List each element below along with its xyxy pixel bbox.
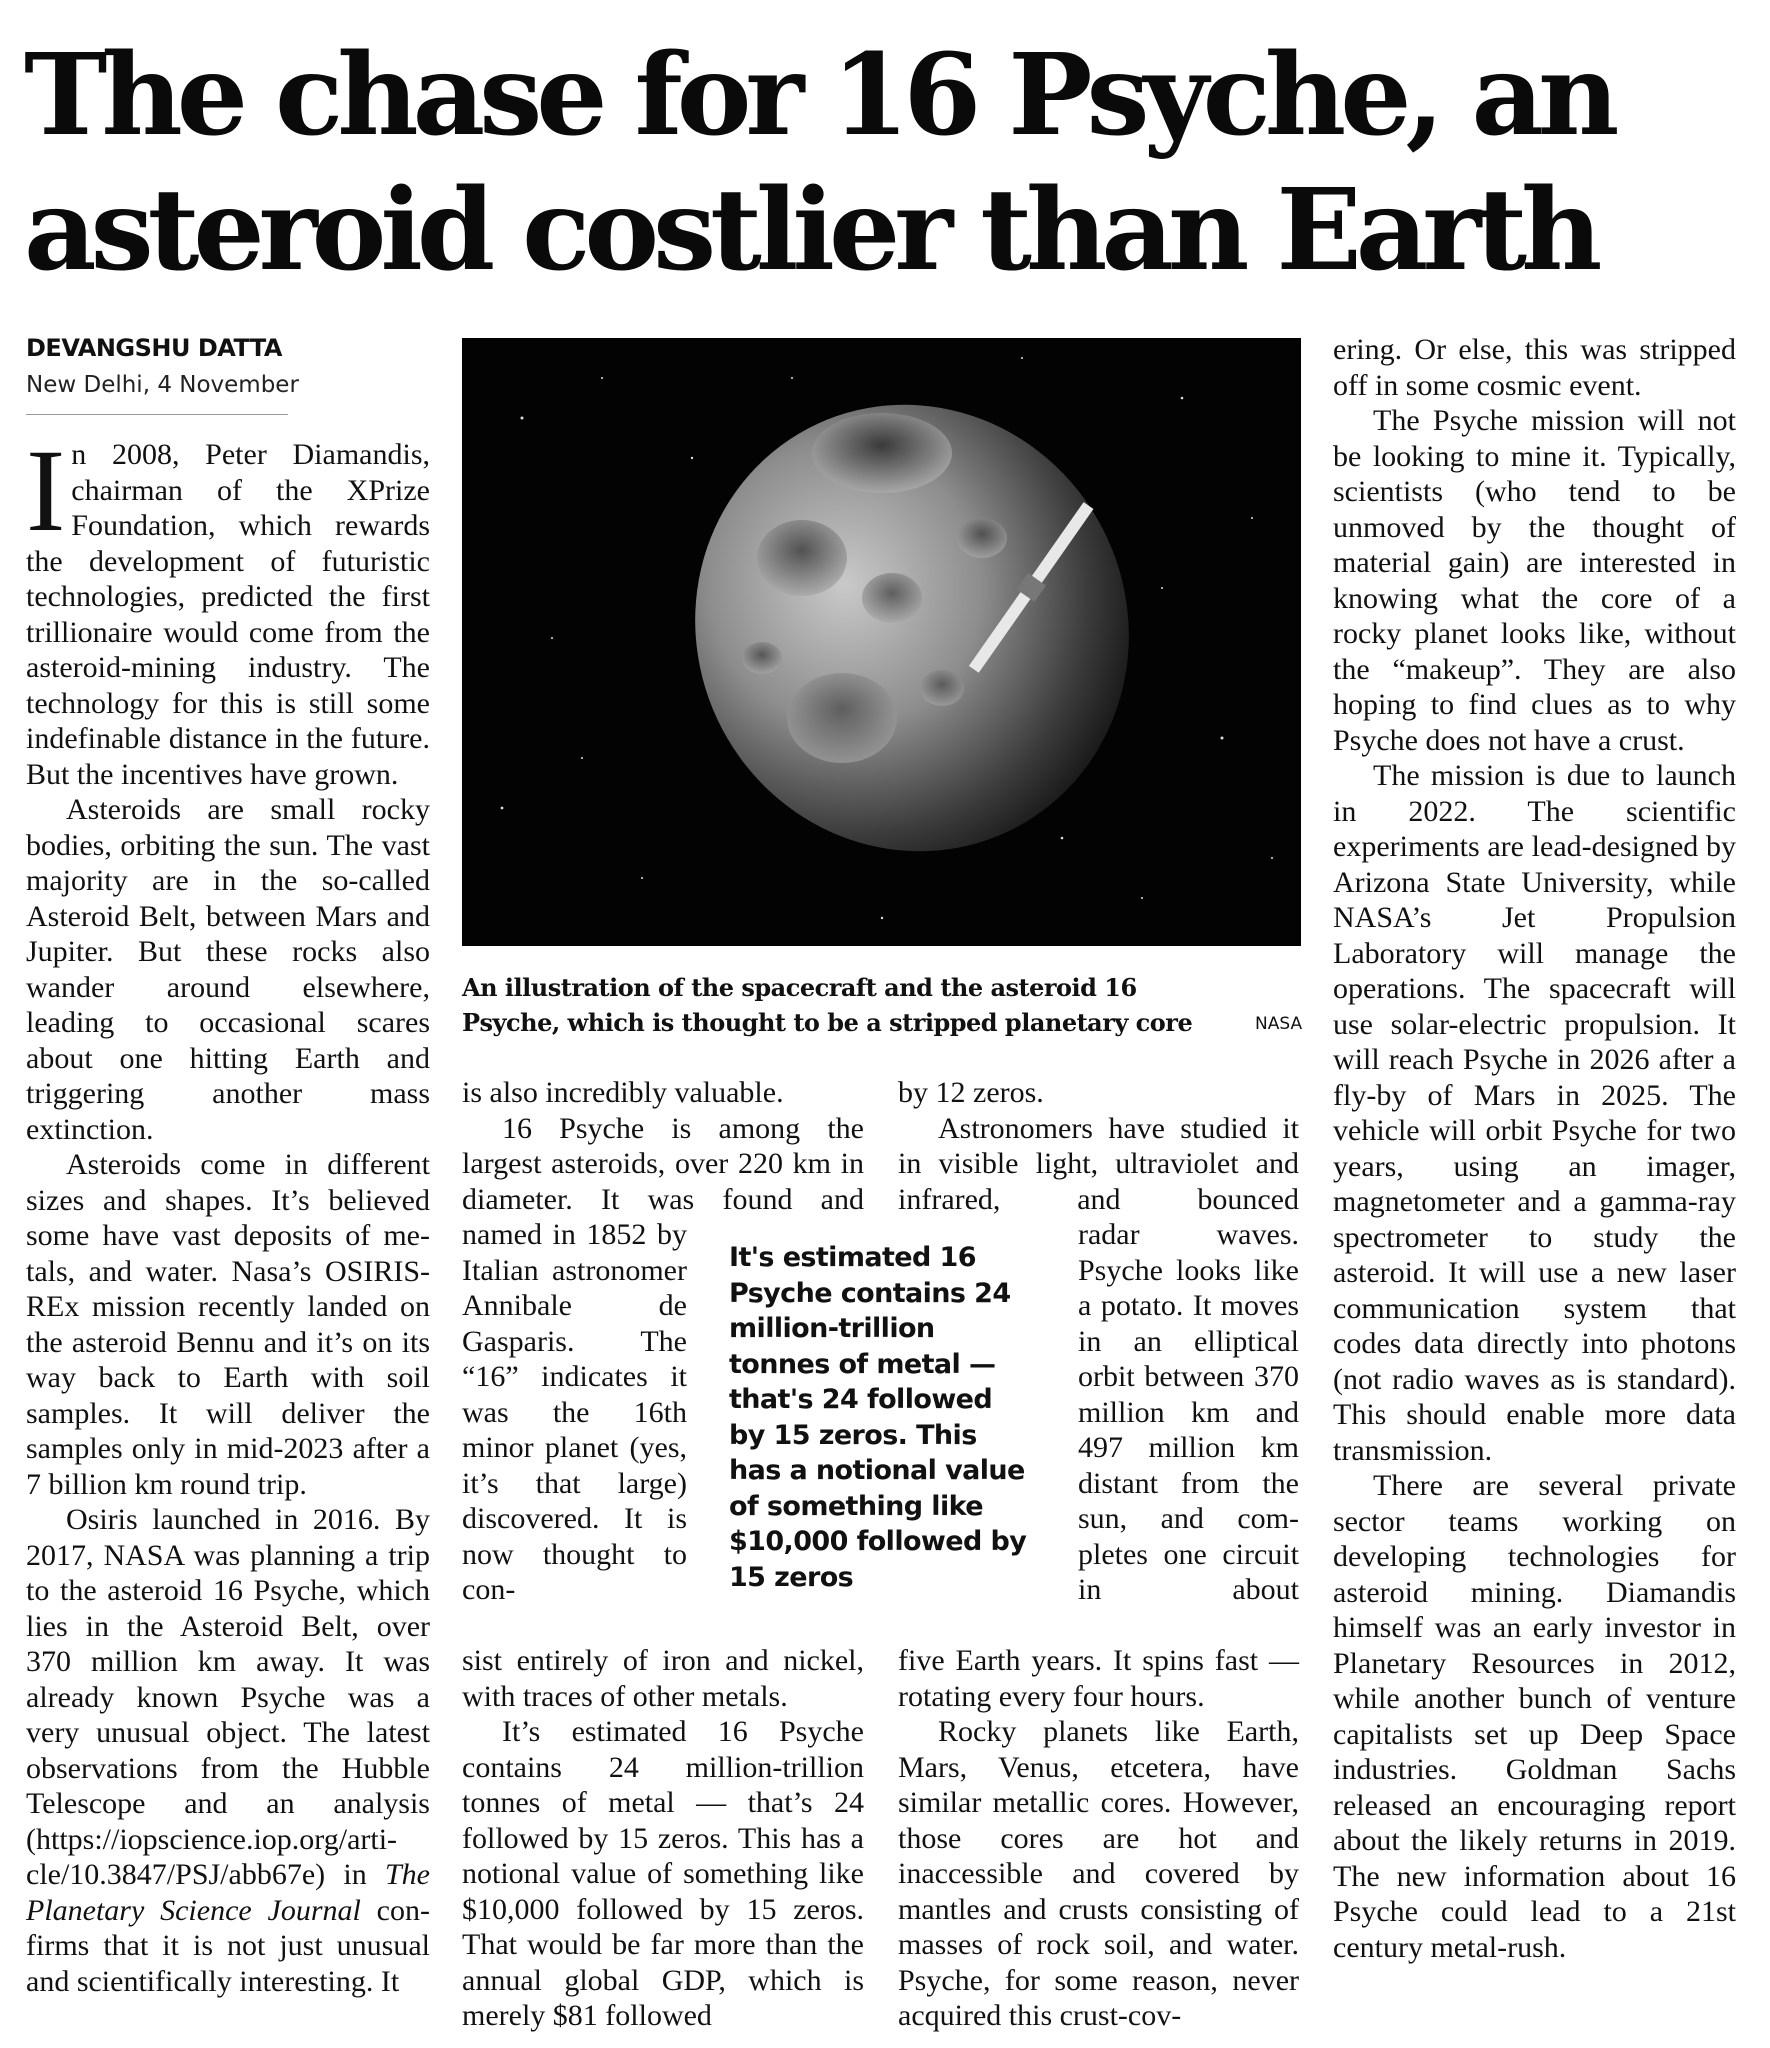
column-4 — [1333, 332, 1736, 1965]
paragraph: There are several private sector teams working on developing technologies for asteroid mining. Diamandis himself was an early investor in Planetary Resources in 2012, while another bunch of venture capitalists set up Deep Space industries. Goldman Sachs released an encouraging report about the likely returns in 2019. The new information about 16 Psyche could lead to a 21st century metal-rush. — [1333, 1469, 1736, 1964]
drop-cap: I — [26, 425, 66, 556]
photo-credit: NASA — [1255, 1014, 1303, 1034]
photo-caption: An illustration of the spacecraft and the asteroid 16 Psyche, which is thought to be a stripped planetary core — [462, 973, 1193, 1037]
column-2-narrow — [462, 1217, 687, 1608]
column-3-top — [898, 1075, 1299, 1217]
column-3-bottom — [898, 1643, 1299, 2034]
pull-quote: It's estimated 16 Psyche contains 24 million-trillion tonnes of metal — that's 24 followed by 15 zeros. This has a notional value of something like $10,000 followed by 15 zeros — [729, 1242, 1027, 1593]
asteroid-illustration — [462, 338, 1301, 946]
column-2-bottom — [462, 1643, 864, 2034]
asteroid-spacecraft-image — [462, 338, 1301, 946]
paragraph: ering. Or else, this was stripped off in some cosmic event. — [1333, 333, 1736, 402]
author-byline: DEVANGSHU DATTA — [26, 334, 282, 362]
paragraph — [26, 1502, 430, 1999]
paragraph: by 12 zeros. — [898, 1076, 1044, 1109]
paragraph: Asteroids are small rocky bodies, orbiting the sun. The vast majority are in the so-called Asteroid Belt, between Mars and Jupiter. But these rocks also wander around elsewhere, leading to occasional scares about one hitting Earth and triggering another mass extinction. — [26, 793, 430, 1146]
paragraph-text: Osiris launched in 2016. By 2017, NASA was planning a trip to the asteroid 16 Psyche, which lies in the Asteroid Belt, over 370 million km away. It was already known Psyche was a very unusual object. The latest observations from the Hubble Telescope and an analysis (https://iopscience.iop.org/arti-cle/10.3847/PSJ/abb67e) in — [26, 1503, 430, 1891]
paragraph: radar waves. Psyche looks like a potato. It moves in an elliptical orbit between 370 million km and 497 million km distant from the sun, and completes one circuit in about — [1078, 1218, 1299, 1606]
paragraph: sist entirely of iron and nickel, with traces of other metals. — [462, 1644, 864, 1713]
column-2-top — [462, 1075, 864, 1217]
paragraph: 16 Psyche is among the largest asteroids, over 220 km in diameter. It was found and — [462, 1111, 864, 1216]
journal-name: The Planetary Science Journal — [26, 1858, 430, 1927]
column-3-narrow — [1078, 1217, 1299, 1608]
paragraph-text: confirms that it is not just unusual and scientifically interesting. It — [26, 1893, 430, 1998]
byline-divider — [26, 414, 288, 415]
paragraph: The Psyche mission will not be looking to mine it. Typically, scientists (who tend to be unmoved by the thought of material gain) are interested in knowing what the core of a rocky planet looks like, without the “makeup”. They are also hoping to find clues as to why Psyche does not have a crust. — [1333, 404, 1736, 757]
dateline: New Delhi, 4 November — [26, 372, 299, 398]
paragraph: is also incredibly valuable. — [462, 1076, 784, 1109]
headline: The chase for 16 Psyche, an asteroid costlier than Earth — [24, 30, 1614, 296]
paragraph: five Earth years. It spins fast — rotating every four hours. — [898, 1644, 1299, 1713]
paragraph: Asteroids come in different sizes and shapes. It’s believed some have vast deposits of metals, and water. Nasa’s OSIRIS-REx mission recently landed on the asteroid Bennu and it’s on its way back to Earth with soil samples. It will deliver the samples only in mid-2023 after a 7 billion km round trip. — [26, 1148, 430, 1501]
paragraph: named in 1852 by Italian astronomer Annibale de Gasparis. The “16” indicates it was the 16th minor planet (yes, it’s that large) discovered. It is now thought to con- — [462, 1218, 687, 1606]
paragraph: Rocky planets like Earth, Mars, Venus, etcetera, have similar metallic cores. However, those cores are hot and inaccessible and covered by mantles and crusts consisting of masses of rock soil, and water. Psyche, for some reason, never acquired this crust-cov- — [898, 1715, 1299, 2032]
column-1 — [26, 425, 430, 1999]
paragraph: The mission is due to launch in 2022. The scientific experiments are lead-designed by Arizona State University, while NASA’s Jet Propulsion Laboratory will manage the operations. The spacecraft will use solar-electric propulsion. It will reach Psyche in 2026 after a fly-by of Mars in 2025. The vehicle will orbit Psyche for two years, using an imager, magnetometer and a gamma-ray spectrometer to study the asteroid. It will use a new laser communication system that codes data directly into photons (not radio waves as is standard). This should enable more data transmission. — [1333, 759, 1736, 1467]
paragraph-text: n 2008, Peter Diamandis, chairman of the XPrize Foundation, which rewards the development of futuristic technologies, predicted the first trillionaire would come from the asteroid-mining industry. The technology for this is still some indefinable distance in the future. But the incentives have grown. — [26, 438, 430, 791]
paragraph — [26, 425, 430, 792]
paragraph: It’s estimated 16 Psyche contains 24 million-trillion tonnes of metal — that’s 24 followed by 15 zeros. This has a notional value of something like $10,000 followed by 15 zeros. That would be far more than the annual global GDP, which is merely $81 followed — [462, 1715, 864, 2032]
paragraph: Astronomers have studied it in visible light, ultraviolet and infrared, and bounced — [898, 1111, 1299, 1216]
